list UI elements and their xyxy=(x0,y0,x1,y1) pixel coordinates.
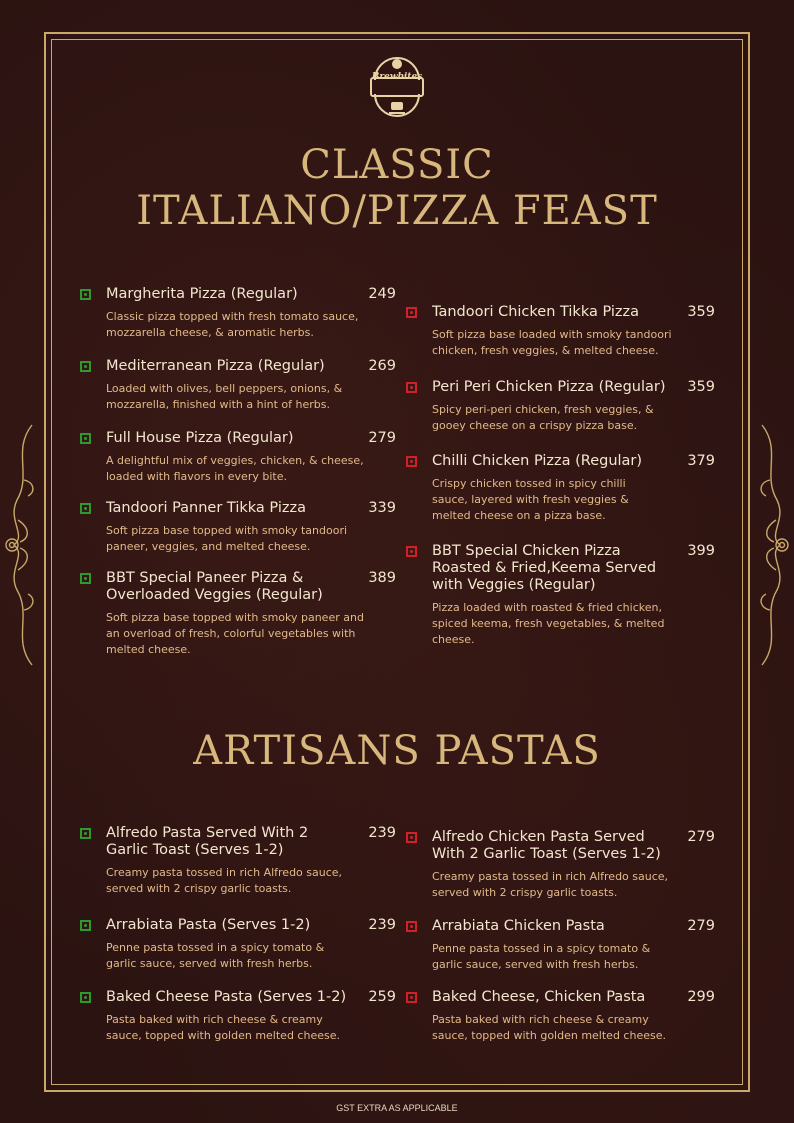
veg-icon xyxy=(80,433,91,444)
menu-item xyxy=(432,304,715,359)
pasta-section-title: ARTISANS PASTAS xyxy=(193,728,601,774)
veg-icon xyxy=(80,289,91,300)
menu-item xyxy=(106,825,396,897)
non-veg-icon xyxy=(406,921,417,932)
item-price: 279 xyxy=(687,918,715,934)
menu-item xyxy=(432,918,715,973)
footer-note: GST EXTRA AS APPLICABLE xyxy=(336,1103,458,1113)
item-name: Tandoori Panner Tikka Pizza xyxy=(106,500,306,516)
item-name: Alfredo Chicken Pasta Served With 2 Garlic Toast (Serves 1-2) xyxy=(432,829,661,862)
menu-item xyxy=(432,379,715,434)
item-description: Soft pizza base topped with smoky tandoori paneer, veggies, and melted cheese. xyxy=(106,524,348,553)
brand-logo xyxy=(367,42,427,132)
item-price: 359 xyxy=(687,304,715,320)
veg-icon xyxy=(80,992,91,1003)
pizza-section-title-line2: ITALIANO/PIZZA FEAST xyxy=(136,188,658,234)
menu-item xyxy=(106,989,396,1044)
item-name: Arrabiata Chicken Pasta xyxy=(432,918,605,934)
item-price: 339 xyxy=(368,500,396,516)
item-name: BBT Special Chicken Pizza Roasted & Fried,Keema Served with Veggies (Regular) xyxy=(432,543,657,593)
item-description: Penne pasta tossed in a spicy tomato & garlic sauce, served with fresh herbs. xyxy=(432,942,651,971)
pizza-section-title-line1: CLASSIC xyxy=(300,142,494,188)
item-name: Chilli Chicken Pizza (Regular) xyxy=(432,453,643,469)
item-name: Full House Pizza (Regular) xyxy=(106,430,294,446)
menu-item xyxy=(432,989,715,1044)
veg-icon xyxy=(80,361,91,372)
item-description: Crispy chicken tossed in spicy chilli sauce, layered with fresh veggies & melted cheese on a pizza base. xyxy=(432,477,629,522)
veg-icon xyxy=(80,920,91,931)
veg-icon xyxy=(80,503,91,514)
item-name: Peri Peri Chicken Pizza (Regular) xyxy=(432,379,666,395)
item-price: 239 xyxy=(368,825,396,841)
menu-item xyxy=(106,358,396,413)
item-description: Pasta baked with rich cheese & creamy sauce, topped with golden melted cheese. xyxy=(106,1013,340,1042)
item-name: Baked Cheese, Chicken Pasta xyxy=(432,989,646,1005)
menu-item xyxy=(106,917,396,972)
item-name: Baked Cheese Pasta (Serves 1-2) xyxy=(106,989,347,1005)
non-veg-icon xyxy=(406,307,417,318)
item-price: 259 xyxy=(368,989,396,1005)
item-price: 389 xyxy=(368,570,396,586)
item-price: 279 xyxy=(368,430,396,446)
item-description: Loaded with olives, bell peppers, onions, & mozzarella, finished with a hint of herbs. xyxy=(106,382,343,411)
non-veg-icon xyxy=(406,456,417,467)
right-flourish-ornament xyxy=(752,420,792,670)
brand-name: Brewbites xyxy=(371,72,423,82)
item-price: 249 xyxy=(368,286,396,302)
item-name: Mediterranean Pizza (Regular) xyxy=(106,358,325,374)
item-price: 359 xyxy=(687,379,715,395)
item-name: Tandoori Chicken Tikka Pizza xyxy=(432,304,640,320)
non-veg-icon xyxy=(406,546,417,557)
item-description: Spicy peri-peri chicken, fresh veggies, & gooey cheese on a crispy pizza base. xyxy=(432,403,654,432)
item-description: A delightful mix of veggies, chicken, & cheese, loaded with flavors in every bite. xyxy=(106,454,364,483)
item-description: Pizza loaded with roasted & fried chicken, spiced keema, fresh vegetables, & melted cheese. xyxy=(432,601,665,646)
item-description: Pasta baked with rich cheese & creamy sauce, topped with golden melted cheese. xyxy=(432,1013,666,1042)
menu-item xyxy=(432,829,715,901)
left-flourish-ornament xyxy=(2,420,42,670)
non-veg-icon xyxy=(406,992,417,1003)
item-name: Alfredo Pasta Served With 2 Garlic Toast (Serves 1-2) xyxy=(106,825,309,858)
non-veg-icon xyxy=(406,832,417,843)
veg-icon xyxy=(80,828,91,839)
menu-item xyxy=(106,570,396,658)
item-price: 279 xyxy=(687,829,715,845)
item-name: Arrabiata Pasta (Serves 1-2) xyxy=(106,917,311,933)
item-price: 239 xyxy=(368,917,396,933)
item-description: Soft pizza base loaded with smoky tandoori chicken, fresh veggies, & melted cheese. xyxy=(432,328,672,357)
item-description: Classic pizza topped with fresh tomato sauce, mozzarella cheese, & aromatic herbs. xyxy=(106,310,359,339)
item-description: Soft pizza base topped with smoky paneer and an overload of fresh, colorful vegetables with melted cheese. xyxy=(106,611,364,656)
veg-icon xyxy=(80,573,91,584)
menu-item xyxy=(106,500,396,555)
menu-item xyxy=(106,286,396,341)
menu-item xyxy=(432,453,715,524)
non-veg-icon xyxy=(406,382,417,393)
menu-item xyxy=(432,543,715,648)
item-description: Creamy pasta tossed in rich Alfredo sauce, served with 2 crispy garlic toasts. xyxy=(432,870,669,899)
item-price: 399 xyxy=(687,543,715,559)
item-description: Penne pasta tossed in a spicy tomato & garlic sauce, served with fresh herbs. xyxy=(106,941,325,970)
item-description: Creamy pasta tossed in rich Alfredo sauce, served with 2 crispy garlic toasts. xyxy=(106,866,343,895)
item-price: 299 xyxy=(687,989,715,1005)
menu-item xyxy=(106,430,396,485)
item-price: 269 xyxy=(368,358,396,374)
item-name: BBT Special Paneer Pizza & Overloaded Veggies (Regular) xyxy=(106,570,323,603)
item-name: Margherita Pizza (Regular) xyxy=(106,286,298,302)
item-price: 379 xyxy=(687,453,715,469)
